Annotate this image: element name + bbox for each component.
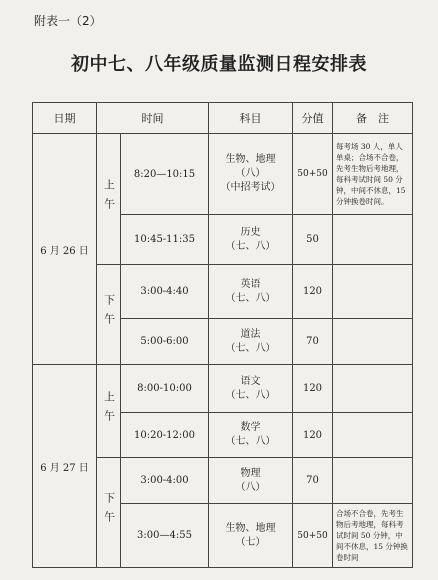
subject-cell: 语文 （七、八）: [209, 365, 293, 413]
note-cell: [333, 319, 413, 365]
time-cell: 8:00-10:00: [121, 365, 209, 413]
schedule-table: [32, 102, 413, 568]
header-time: 时间: [97, 103, 209, 134]
period-cell: 下午: [97, 265, 121, 365]
date-cell: 6 月 27 日: [33, 365, 97, 568]
header-subject: 科目: [209, 103, 293, 134]
period-cell: 下午: [97, 458, 121, 568]
header-row: [33, 103, 413, 134]
note-cell: [333, 413, 413, 458]
time-cell: 10:45-11:35: [121, 215, 209, 265]
subject-cell: 数学 （七、八）: [209, 413, 293, 458]
subject-cell: 生物、地理 （八） （中招考试）: [209, 134, 293, 215]
header-note: 备 注: [333, 103, 413, 134]
time-cell: 3:00—4:55: [121, 504, 209, 568]
table-row: [33, 134, 413, 215]
note-cell: [333, 458, 413, 504]
score-cell: 120: [293, 365, 333, 413]
score-cell: 70: [293, 319, 333, 365]
attachment-label: 附表一（2）: [34, 14, 102, 28]
subject-cell: 道法 （七、八）: [209, 319, 293, 365]
score-cell: 50+50: [293, 134, 333, 215]
score-cell: 120: [293, 413, 333, 458]
note-cell: [333, 215, 413, 265]
date-cell: 6 月 26 日: [33, 134, 97, 365]
note-cell: [333, 365, 413, 413]
score-cell: 50+50: [293, 504, 333, 568]
subject-cell: 生物、地理 （七）: [209, 504, 293, 568]
note-cell: 合场不合卷，先考生物后考地理，每科考试时间 50 分钟，中间不休息，15 分钟换卷时间: [333, 504, 413, 568]
time-cell: 5:00-6:00: [121, 319, 209, 365]
time-cell: 3:00-4:00: [121, 458, 209, 504]
period-cell: 上午: [97, 365, 121, 458]
subject-cell: 历史 （七、八）: [209, 215, 293, 265]
score-cell: 70: [293, 458, 333, 504]
page-title: 初中七、八年级质量监测日程安排表: [71, 54, 367, 75]
subject-cell: 物理 （八）: [209, 458, 293, 504]
table-row: [33, 365, 413, 413]
note-cell: 每考场 30 人，单人单桌；合场不合卷，先考生物后考地理，每科考试时间 50 分钟，中间不休息，15 分钟换卷时间。: [333, 134, 413, 215]
header-date: 日期: [33, 103, 97, 134]
note-cell: [333, 265, 413, 319]
period-cell: 上午: [97, 134, 121, 265]
time-cell: 8:20—10:15: [121, 134, 209, 215]
header-score: 分值: [293, 103, 333, 134]
subject-cell: 英语 （七、八）: [209, 265, 293, 319]
time-cell: 10:20-12:00: [121, 413, 209, 458]
score-cell: 120: [293, 265, 333, 319]
time-cell: 3:00-4:40: [121, 265, 209, 319]
score-cell: 50: [293, 215, 333, 265]
